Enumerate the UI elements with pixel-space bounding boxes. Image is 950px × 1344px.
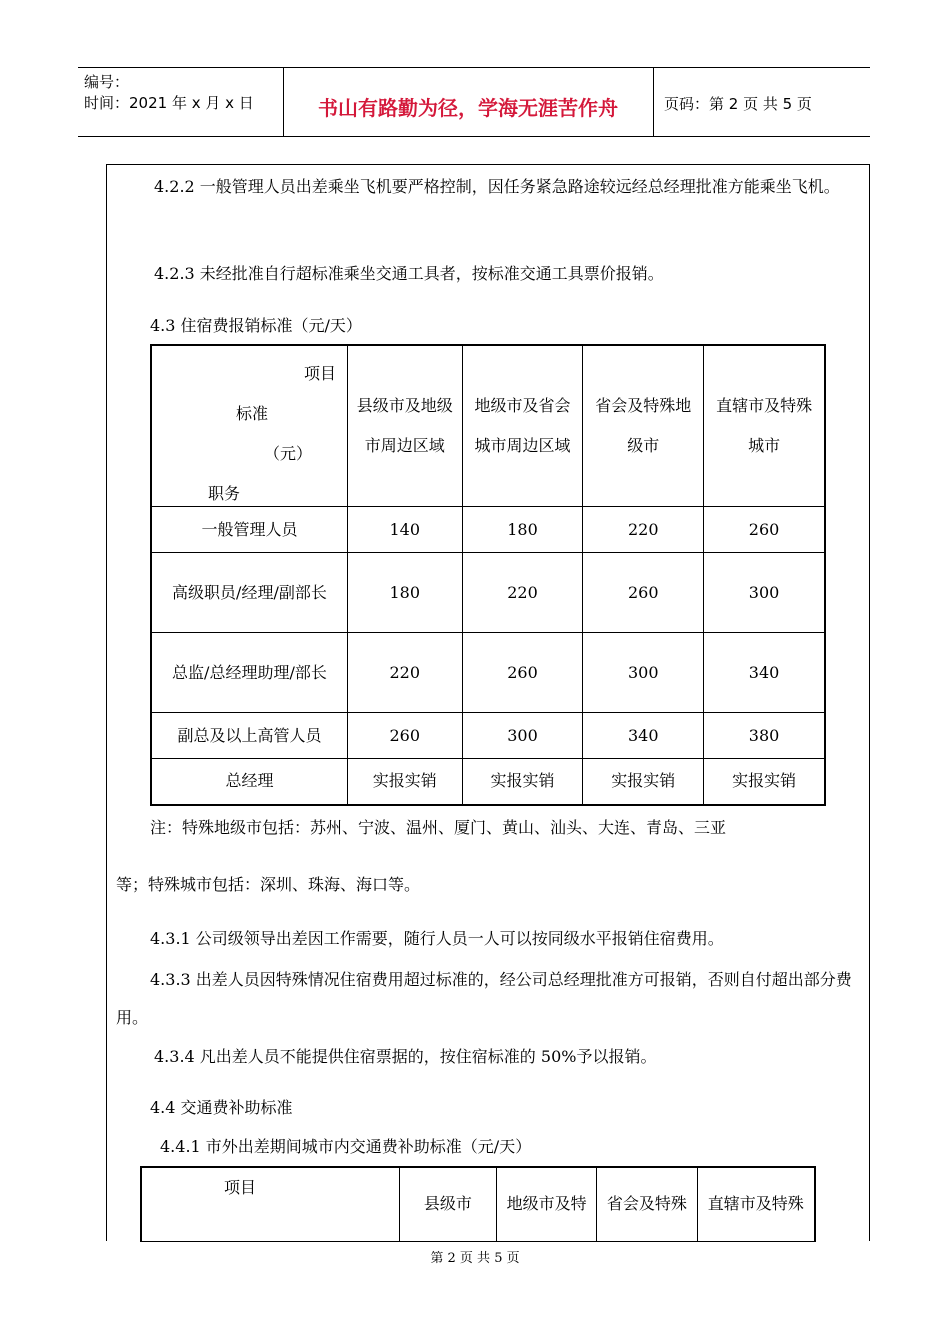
table-cell: 180 (462, 507, 583, 553)
table-row (151, 553, 825, 633)
table-cell: 260 (704, 507, 825, 553)
table-cell: 140 (347, 507, 462, 553)
paragraph-4-2-3: 4.2.3 未经批准自行超标准乘坐交通工具者，按标准交通工具票价报销。 (154, 264, 664, 283)
table-cell: 300 (704, 553, 825, 633)
table-cell: 300 (583, 633, 704, 713)
row-role: 总监/总经理助理/部长 (151, 633, 347, 713)
table-cell: 实报实销 (462, 759, 583, 805)
corner-position-label: 职务 (208, 484, 241, 503)
table-cell: 260 (347, 713, 462, 759)
lodging-standard-table (150, 344, 826, 806)
table-header-row (151, 345, 825, 507)
column-header: 县级市 (399, 1167, 496, 1241)
row-role: 总经理 (151, 759, 347, 805)
table-corner-cell (151, 345, 347, 507)
column-header: 省会及特殊地级市 (583, 345, 704, 507)
header-motto: 书山有路勤为径，学海无涯苦作舟 (318, 96, 618, 120)
table-cell: 260 (583, 553, 704, 633)
table-cell: 260 (462, 633, 583, 713)
paragraph-4-3-4: 4.3.4 凡出差人员不能提供住宿票据的，按住宿标准的 50%予以报销。 (154, 1047, 657, 1066)
row-role: 副总及以上高管人员 (151, 713, 347, 759)
table-cell: 380 (704, 713, 825, 759)
table-row (151, 713, 825, 759)
transport-subsidy-table (140, 1166, 816, 1242)
table-cell: 实报实销 (704, 759, 825, 805)
table-row (151, 507, 825, 553)
row-role: 一般管理人员 (151, 507, 347, 553)
section-4-4-heading: 4.4 交通费补助标准 (150, 1098, 293, 1117)
header-page-info: 页码：第 2 页 共 5 页 (664, 95, 812, 113)
table-cell: 实报实销 (347, 759, 462, 805)
paragraph-4-3-3: 4.3.3 出差人员因特殊情况住宿费用超过标准的，经公司总经理批准方可报销，否则自付超出部分费用。 (116, 970, 852, 1027)
column-header: 地级市及省会城市周边区域 (462, 345, 583, 507)
page-footer: 第 2 页 共 5 页 (430, 1251, 520, 1266)
table-cell: 220 (462, 553, 583, 633)
table-note-line2: 等；特殊城市包括：深圳、珠海、海口等。 (116, 875, 421, 894)
row-role: 高级职员/经理/副部长 (151, 553, 347, 633)
table-note-line1: 注：特殊地级市包括：苏州、宁波、温州、厦门、黄山、汕头、大连、青岛、三亚 (150, 818, 727, 837)
table-cell: 220 (347, 633, 462, 713)
page-header (78, 67, 870, 137)
column-header: 省会及特殊 (597, 1167, 697, 1241)
corner-standard-label: 标准 (236, 404, 269, 423)
column-header: 直辖市及特殊城市 (704, 345, 825, 507)
column-header: 地级市及特 (496, 1167, 596, 1241)
table-cell: 180 (347, 553, 462, 633)
table-cell: 340 (583, 713, 704, 759)
table-cell: 220 (583, 507, 704, 553)
corner-unit-label: （元） (264, 444, 313, 463)
table-row (151, 633, 825, 713)
header-meta (84, 72, 284, 114)
paragraph-4-4-1: 4.4.1 市外出差期间城市内交通费补助标准（元/天） (160, 1137, 532, 1156)
table-cell: 300 (462, 713, 583, 759)
table-cell: 340 (704, 633, 825, 713)
document-time-label: 时间：2021 年 x 月 x 日 (84, 94, 254, 112)
column-header: 县级市及地级市周边区域 (347, 345, 462, 507)
table-header-row (141, 1167, 815, 1241)
corner-item-label: 项目 (304, 364, 337, 383)
corner-item-label: 项目 (224, 1178, 257, 1197)
table-cell: 实报实销 (583, 759, 704, 805)
header-divider (653, 68, 654, 136)
table-row (151, 759, 825, 805)
table-corner-cell (141, 1167, 399, 1241)
paragraph-4-2-2: 4.2.2 一般管理人员出差乘坐飞机要严格控制，因任务紧急路途较远经总经理批准方能乘坐飞机。 (154, 177, 840, 196)
paragraph-4-3-1: 4.3.1 公司级领导出差因工作需要，随行人员一人可以按同级水平报销住宿费用。 (150, 929, 724, 948)
document-number-label: 编号： (84, 73, 130, 91)
section-4-3-heading: 4.3 住宿费报销标准（元/天） (150, 316, 362, 335)
column-header: 直辖市及特殊 (697, 1167, 815, 1241)
